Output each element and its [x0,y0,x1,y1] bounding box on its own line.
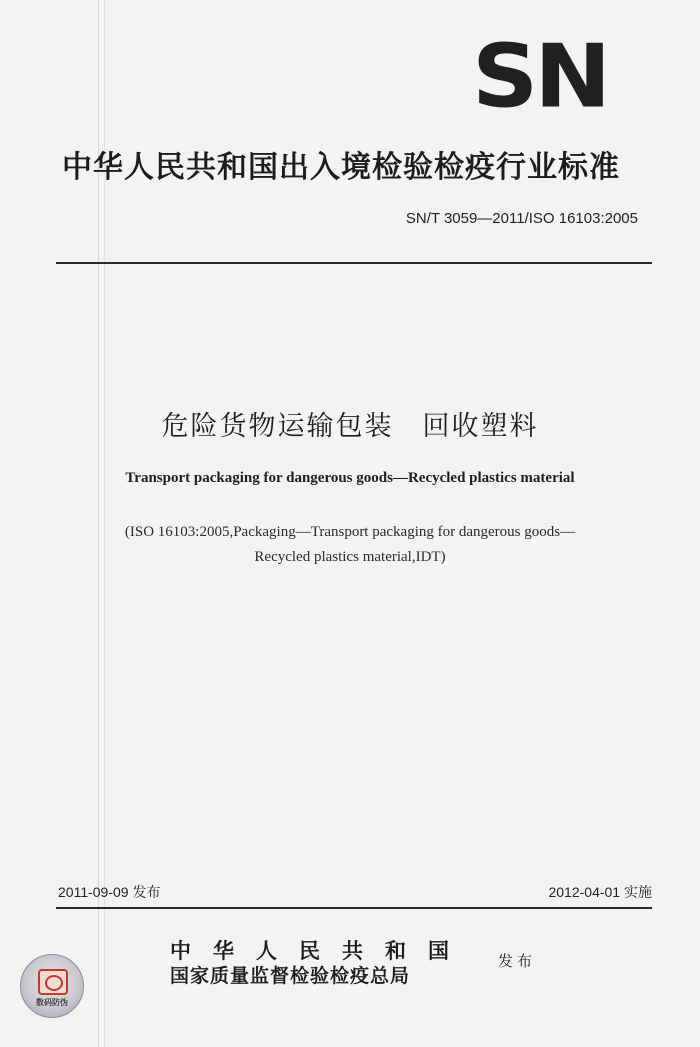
iso-reference-line2: Recycled plastics material,IDT) [254,549,446,565]
publisher-country: 中华人民共和国 [170,938,471,963]
bottom-divider [56,907,652,909]
publisher-block [170,938,480,988]
sn-logo: SN [472,25,608,128]
document-title-chinese: 危险货物运输包装 回收塑料 [161,411,539,442]
anti-counterfeit-seal-icon [20,954,84,1018]
issue-date: 2011-09-09 发布 [58,884,161,900]
iso-reference [60,520,640,570]
implementation-date: 2012-04-01 实施 [548,884,652,900]
iso-reference-line1: (ISO 16103:2005,Packaging—Transport packaging for dangerous goods— [124,524,576,540]
top-divider [56,262,652,264]
publish-label: 发布 [498,952,537,970]
seal-label: 数码防伪 [36,998,68,1007]
publisher-agency: 国家质量监督检验检疫总局 [170,965,411,987]
standard-category-title: 中华人民共和国出入境检验检疫行业标准 [62,150,620,185]
standard-number: SN/T 3059—2011/ISO 16103:2005 [405,210,638,227]
document-title-english: Transport packaging for dangerous goods—Recycled plastics material [125,470,575,486]
seal-emblem-icon [38,969,68,995]
